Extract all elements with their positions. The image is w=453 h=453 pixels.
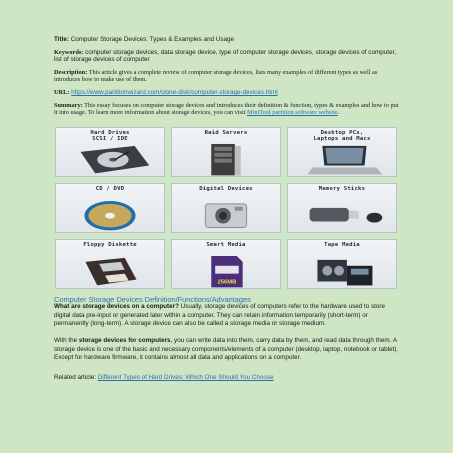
tile-floppy-diskette [55,239,165,289]
tile-raid-servers [171,127,281,177]
digital-camera-icon [172,198,280,233]
summary-line: Summary: This essay focuses on computer storage devices and introduces their definition & function, types & examples and how to put it into usage. To learn more information about storage devices, you can visit MiniTool partition software website. [54,101,399,117]
related-article: Related article: Different Types of Hard Drives: Which One Should You Choose [54,374,274,381]
usage-paragraph: With the storage devices for computers, you can write data into them, carry data by them, and read data through them. A storage device is one of the basic and necessary components/elements of a computer (desktop, laptop, notebook or tablet). Except for hardware firmware, it contains almost all data and applications on a computer. [54,337,399,362]
tile-hard-drives [55,127,165,177]
tile-label: Desktop PCs, Laptops and Macs [313,130,371,142]
tile-label: Raid Servers [204,130,248,136]
tile-label: Floppy Diskette [83,242,137,248]
cd-dvd-icon [56,198,164,233]
related-article-link[interactable]: Different Types of Hard Drives: Which One Should You Choose [97,374,274,381]
tape-media-icon [288,254,396,289]
tile-label: Tape Media [324,242,360,248]
sd-card-icon [172,254,280,289]
raid-server-icon [172,142,280,177]
description-line: Description: This article gives a complete review of computer storage devices, lists many examples of different types as well as introduces how to make use of them. [54,68,378,84]
storage-devices-image-grid [55,127,397,289]
tile-label: Digital Devices [199,186,253,192]
title-line: Title: Computer Storage Devices: Types & Examples and Usage [54,36,235,43]
memory-stick-icon [288,198,396,233]
tile-label: CD / DVD [95,186,125,192]
tile-smart-media [171,239,281,289]
minitool-link[interactable]: MiniTool partition software website [247,109,338,117]
tile-desktop-pcs [287,127,397,177]
tile-digital-devices [171,183,281,233]
tile-cd-dvd [55,183,165,233]
tile-label: Hard Drives SCSI / IDE [90,130,130,142]
section-heading: Computer Storage Devices Definition/Functions/Advantages [54,295,251,304]
tile-label: Memory Sticks [318,186,366,192]
url-link[interactable]: https://www.partitionwizard.com/clone-disk/computer-storage-devices.html [71,88,278,96]
tile-memory-sticks [287,183,397,233]
laptop-icon [288,142,396,177]
url-line: URL: https://www.partitionwizard.com/clone-disk/computer-storage-devices.html [54,88,278,96]
tile-tape-media [287,239,397,289]
definition-paragraph: What are storage devices on a computer? Usually, storage devices of computers refer to the hardware used to store digital data pre-input or generated later within a computer. They can retain information temporarily (short-term) or permanently (long-term). A storage device can also be called a storage media or storage medium. [54,303,385,328]
sd-card-capacity: 256MB [217,279,237,286]
tile-label: Smart Media [206,242,246,248]
document-header [54,36,402,122]
keywords-line: Keywords: computer storage devices, data storage device, type of computer storage devices, storage devices of computer, list of storage devices of computer [54,48,396,64]
hard-drive-icon [56,142,164,177]
floppy-disk-icon [56,254,164,289]
